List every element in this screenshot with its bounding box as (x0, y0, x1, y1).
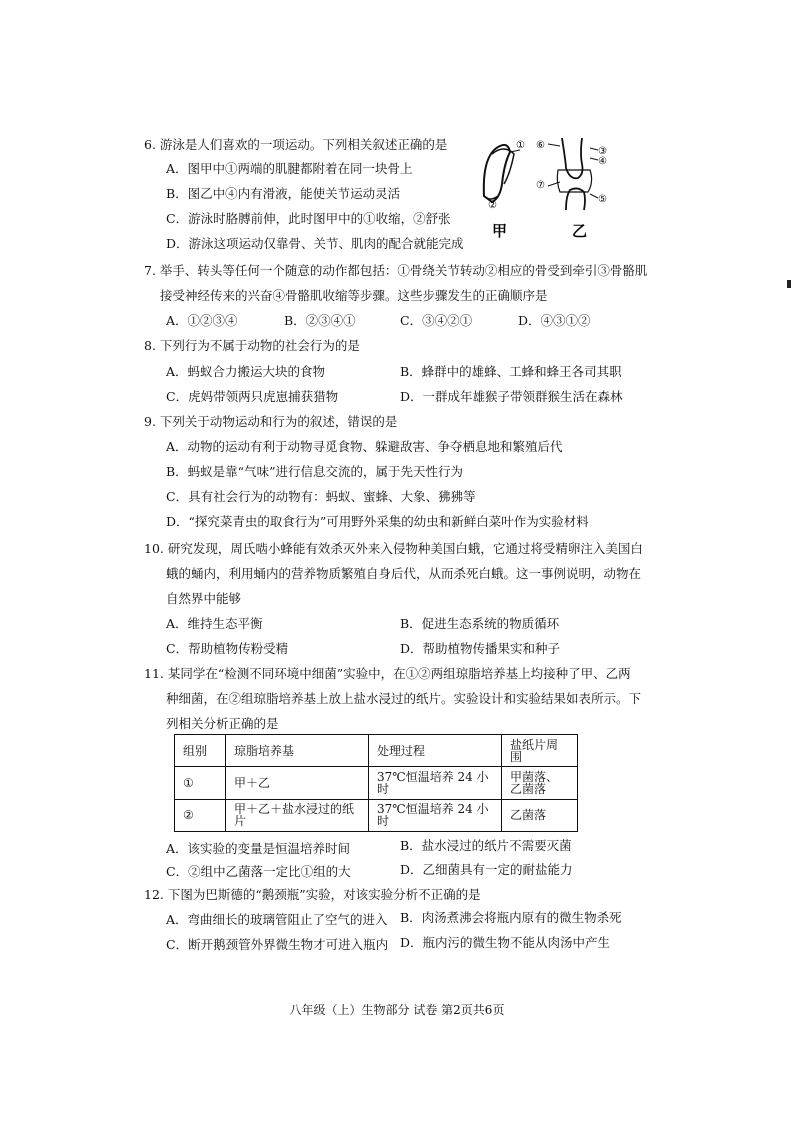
table-header-cell: 琼脂培养基 (226, 735, 369, 767)
q10-stem-line3: 自然界中能够 (166, 591, 242, 606)
table-cell: 甲＋乙 (226, 767, 369, 799)
experiment-table (174, 734, 578, 832)
q12-option-a[interactable]: A．弯曲细长的玻璃管阻止了空气的进入 (166, 912, 388, 927)
q12-option-d[interactable]: D．瓶内污的微生物不能从肉汤中产生 (400, 935, 611, 950)
figure-num-6: ⑥ (536, 140, 545, 151)
figure-num-4: ④ (598, 156, 607, 167)
q7-stem-line1: 7. 举手、转头等任何一个随意的动作都包括：①骨绕关节转动②相应的骨受到牵引③骨骼肌 (144, 263, 648, 278)
q9-option-d[interactable]: D．“探究菜青虫的取食行为”可用野外采集的幼虫和新鲜白菜叶作为实验材料 (166, 514, 589, 529)
q7-option-a[interactable]: A．①②③④ (166, 313, 238, 328)
figure-label-yi: 乙 (572, 222, 588, 240)
q6-option-b[interactable]: B．图乙中④内有滑液，能使关节运动灵活 (166, 186, 401, 201)
figure-label-jia: 甲 (492, 222, 508, 240)
table-header-cell: 组别 (175, 735, 226, 767)
table-cell: 甲菌落、乙菌落 (502, 767, 578, 799)
q8-option-d[interactable]: D．一群成年雄猴子带领群猴生活在森林 (400, 389, 623, 404)
q9-option-c[interactable]: C．具有社会行为的动物有：蚂蚁、蜜蜂、大象、狒狒等 (166, 489, 476, 504)
table-cell: ① (175, 767, 226, 799)
q11-stem-line2: 种细菌，在②组琼脂培养基上放上盐水浸过的纸片。实验设计和实验结果如表所示。下 (166, 691, 642, 706)
table-row (175, 799, 578, 831)
q9-option-b[interactable]: B．蚂蚁是靠“气味”进行信息交流的，属于先天性行为 (166, 464, 463, 479)
scan-edge-mark (787, 280, 791, 288)
q10-stem-line2: 蛾的蛹内，利用蛹内的营养物质繁殖自身后代，从而杀死白蛾。这一事例说明，动物在 (166, 566, 642, 581)
table-cell: 37℃恒温培养 24 小时 (369, 799, 502, 831)
q11-stem-line1: 11. 某同学在“检测不同环境中细菌”实验中，在①②两组琼脂培养基上均接种了甲、乙两 (144, 666, 631, 681)
q10-option-b[interactable]: B．促进生态系统的物质循环 (400, 616, 560, 631)
table-header-cell: 盐纸片周围 (502, 735, 578, 767)
q10-option-d[interactable]: D．帮助植物传播果实和种子 (400, 641, 561, 656)
q6-option-a[interactable]: A．图甲中①两端的肌腱都附着在同一块骨上 (166, 161, 413, 176)
table-header-cell: 处理过程 (369, 735, 502, 767)
q10-option-a[interactable]: A．维持生态平衡 (166, 616, 263, 631)
table-cell: 37℃恒温培养 24 小时 (369, 767, 502, 799)
q12-stem: 12. 下图为巴斯德的“鹅颈瓶”实验，对该实验分析不正确的是 (144, 887, 481, 902)
q8-option-b[interactable]: B．蜂群中的雄蜂、工蜂和蜂王各司其职 (400, 364, 622, 379)
table-cell: 乙菌落 (502, 799, 578, 831)
q8-stem: 8. 下列行为不属于动物的社会行为的是 (144, 338, 360, 353)
q8-option-c[interactable]: C．虎妈带领两只虎崽捕获猎物 (166, 389, 339, 404)
q10-stem-line1: 10. 研究发现，周氏啮小蜂能有效杀灭外来入侵物种美国白蛾，它通过将受精卵注入美国白 (144, 541, 643, 556)
q6-stem: 6. 游泳是人们喜欢的一项运动。下列相关叙述正确的是 (144, 137, 448, 152)
q11-option-b[interactable]: B．盐水浸过的纸片不需要灭菌 (400, 838, 572, 853)
figure-num-1: ① (516, 140, 525, 151)
figure-num-2: ② (488, 200, 497, 211)
q6-option-d[interactable]: D．游泳这项运动仅靠骨、关节、肌肉的配合就能完成 (166, 236, 464, 251)
figure-num-7: ⑦ (536, 180, 545, 191)
q6-option-c[interactable]: C．游泳时胳膊前伸，此时图甲中的①收缩，②舒张 (166, 211, 451, 226)
q11-option-a[interactable]: A．该实验的变量是恒温培养时间 (166, 841, 351, 856)
q7-option-b[interactable]: B．②③④① (284, 313, 356, 328)
q7-option-d[interactable]: D．④③①② (518, 313, 591, 328)
q11-option-d[interactable]: D．乙细菌具有一定的耐盐能力 (400, 862, 573, 877)
table-cell: ② (175, 799, 226, 831)
q7-option-c[interactable]: C．③④②① (400, 313, 473, 328)
q9-option-a[interactable]: A．动物的运动有利于动物寻觅食物、躲避敌害、争夺栖息地和繁殖后代 (166, 439, 563, 454)
q12-option-b[interactable]: B．肉汤煮沸会将瓶内原有的微生物杀死 (400, 910, 622, 925)
arm-joint-figure (474, 134, 614, 244)
q9-stem: 9. 下列关于动物运动和行为的叙述，错误的是 (144, 414, 398, 429)
table-cell: 甲＋乙＋盐水浸过的纸片 (226, 799, 369, 831)
q11-option-c[interactable]: C．②组中乙菌落一定比①组的大 (166, 864, 351, 879)
q11-stem-line3: 列相关分析正确的是 (166, 716, 279, 731)
page-footer: 八年级（上）生物部分 试卷 第2页共6页 (289, 1003, 505, 1017)
q12-option-c[interactable]: C．断开鹅颈管外界微生物才可进入瓶内 (166, 937, 389, 952)
q7-stem-line2: 接受神经传来的兴奋④骨骼肌收缩等步骤。这些步骤发生的正确顺序是 (160, 288, 548, 303)
q8-option-a[interactable]: A．蚂蚁合力搬运大块的食物 (166, 364, 326, 379)
figure-num-5: ⑤ (598, 194, 607, 205)
figure-num-3: ③ (598, 146, 607, 157)
table-header-row (175, 735, 578, 767)
table-row (175, 767, 578, 799)
q10-option-c[interactable]: C．帮助植物传粉受精 (166, 641, 289, 656)
